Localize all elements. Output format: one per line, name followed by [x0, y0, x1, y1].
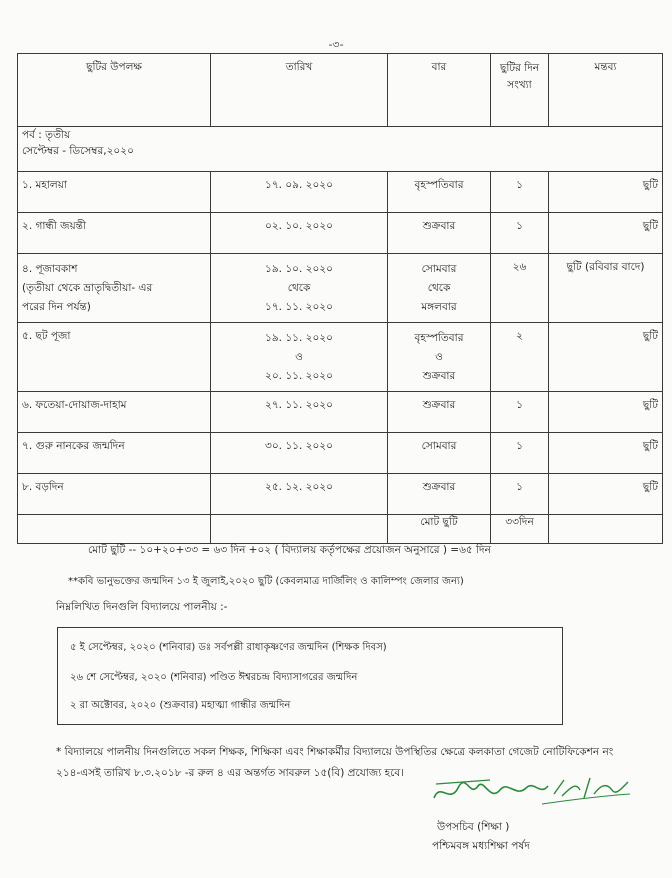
cell-remark: ছুটি: [549, 172, 663, 213]
cell-date: [211, 433, 388, 474]
cell-occasion-line: ৫. ছট পূজা: [22, 330, 71, 342]
cell-count: ২৬: [491, 254, 549, 323]
cell-day-line: বৃহস্পতিবার: [414, 179, 464, 191]
observed-day-item: ২ রা অক্টোবর, ২০২০ (শুক্রবার) মহাত্মা গান্ধীর জন্মদিন: [70, 700, 291, 711]
cell-date-line: ১৯. ১০. ২০২০: [265, 263, 333, 275]
handwritten-signature: [430, 768, 635, 813]
cell-occasion: [18, 433, 211, 474]
cell-count: ১: [491, 474, 549, 515]
cell-occasion-line: (তৃতীয়া থেকে ভ্রাতৃদ্বিতীয়া- এর: [22, 282, 153, 294]
cell-count: ১: [491, 172, 549, 213]
cell-date: [211, 474, 388, 515]
cell-date-line: ১৭. ০৯. ২০২০: [265, 179, 333, 191]
cell-date-line: ২৫. ১২. ২০২০: [265, 481, 333, 493]
page-number: -৩-: [328, 38, 344, 51]
cell-day-line: শুক্রবার: [422, 370, 456, 382]
cell-date-line: ০২. ১০. ২০২০: [265, 220, 333, 232]
cell-count: ১: [491, 213, 549, 254]
cell-day: [388, 323, 491, 392]
cell-remark: ছুটি: [549, 392, 663, 433]
cell-date: [211, 323, 388, 392]
cell-day-line: সোমবার: [421, 263, 457, 275]
cell-day-line: মঙ্গলবার: [421, 301, 457, 313]
table-row: [18, 254, 663, 323]
cell-remark: ছুটি: [549, 213, 663, 254]
cell-day: [388, 172, 491, 213]
header-day: বার: [388, 54, 491, 127]
observed-day-item: ৫ ই সেপ্টেম্বর, ২০২০ (শনিবার) ডঃ সর্বপল্লী রাধাকৃষ্ণণের জন্মদিন (শিক্ষক দিবস): [70, 642, 387, 653]
cell-remark: ছুটি: [549, 474, 663, 515]
cell-day: [388, 474, 491, 515]
cell-occasion: [18, 323, 211, 392]
cell-count: ১: [491, 392, 549, 433]
cell-occasion: [18, 172, 211, 213]
table-row: [18, 172, 663, 213]
footnote: * বিদ্যালয়ে পালনীয় দিনগুলিতে সকল শিক্ষক, শিক্ষিকা এবং শিক্ষাকর্মীর বিদ্যালয়ে উপস্থিতির ক্ষেত্রে কলকাতা গেজেট নোটিফিকেশন নং ২১৪-এসই তারিখ ৮.৩.২০১৮ -র রুল ৪ এর অন্তর্গত সাবরুল ১৫(বি) প্রযোজ্য হবে।: [56, 746, 614, 779]
cell-occasion: [18, 254, 211, 323]
total-value: ৩৩দিন: [491, 515, 549, 544]
cell-occasion-line: ৭. গুরু নানকের জন্মদিন: [22, 440, 125, 452]
total-empty: [18, 515, 211, 544]
cell-date-line: ১৯. ১১. ২০২০: [265, 332, 333, 344]
table-header-row: [18, 54, 663, 127]
cell-remark: ছুটি: [549, 433, 663, 474]
cell-day: [388, 213, 491, 254]
cell-date: [211, 172, 388, 213]
total-empty: [549, 515, 663, 544]
total-label: মোট ছুটি: [388, 515, 491, 544]
cell-occasion: [18, 474, 211, 515]
header-date: তারিখ: [211, 54, 388, 127]
table-row: [18, 323, 663, 392]
cell-date-line: থেকে: [287, 282, 311, 294]
header-count: ছুটির দিন সংখ্যা: [491, 54, 549, 127]
cell-day-line: শুক্রবার: [422, 481, 456, 493]
holiday-table: [17, 53, 663, 544]
cell-day-line: বৃহস্পতিবার: [414, 332, 464, 344]
total-summary: মোট ছুটি -- ১০+২০+৩৩ = ৬৩ দিন +০২ ( বিদ্যালয় কর্তৃপক্ষের প্রয়োজন অনুসারে ) =৬৫ দিন: [88, 544, 491, 556]
cell-day-line: শুক্রবার: [422, 399, 456, 411]
cell-date: [211, 213, 388, 254]
cell-occasion: [18, 392, 211, 433]
header-occasion: ছুটির উপলক্ষ: [18, 54, 211, 127]
cell-date-line: ১৭. ১১. ২০২০: [265, 301, 333, 313]
observed-day-item: ২৬ শে সেপ্টেম্বর, ২০২০ (শনিবার) পণ্ডিত ঈশ্বরচন্দ্র বিদ্যাসাগরের জন্মদিন: [70, 672, 358, 683]
signatory-title: উপসচিব (শিক্ষা ): [437, 821, 510, 833]
section-range: সেপ্টেম্বর - ডিসেম্বর,২০২০: [22, 145, 134, 157]
cell-occasion-line: ৪. পূজাবকাশ: [22, 263, 78, 275]
cell-date-line: ৩০. ১১. ২০২০: [265, 440, 333, 452]
cell-date-line: ২৭. ১১. ২০২০: [265, 399, 333, 411]
cell-occasion-line: ৮. বড়দিন: [22, 481, 64, 493]
cell-date: [211, 392, 388, 433]
cell-occasion-line: পরের দিন পর্যন্ত): [22, 301, 91, 313]
bhanubhakta-note: **কবি ভানুভক্তের জন্মদিন ১৩ ই জুলাই,২০২০ ছুটি (কেবলমাত্র দার্জিলিং ও কালিম্পং জেলার জন্য): [68, 576, 464, 587]
cell-day-line: সোমবার: [421, 440, 457, 452]
cell-day: [388, 392, 491, 433]
cell-date-line: ২০. ১১. ২০২০: [265, 370, 333, 382]
observed-days-intro: নিম্নলিখিত দিনগুলি বিদ্যালয়ে পালনীয় :-: [56, 601, 228, 613]
cell-remark: ছুটি (রবিবার বাদে): [549, 254, 663, 323]
cell-date-line: ও: [295, 351, 303, 363]
section-title: পর্ব : তৃতীয়: [22, 129, 71, 141]
cell-remark: ছুটি: [549, 323, 663, 392]
cell-day-line: ও: [435, 351, 443, 363]
signatory-office: পশ্চিমবঙ্গ মধ্যশিক্ষা পর্ষদ: [432, 840, 530, 852]
section-row: [18, 127, 663, 172]
table-row: [18, 213, 663, 254]
cell-day: [388, 254, 491, 323]
cell-count: ২: [491, 323, 549, 392]
cell-occasion-line: ১. মহালয়া: [22, 179, 67, 191]
cell-day-line: শুক্রবার: [422, 220, 456, 232]
table-row: [18, 474, 663, 515]
cell-occasion: [18, 213, 211, 254]
cell-day: [388, 433, 491, 474]
cell-date: [211, 254, 388, 323]
table-row: [18, 392, 663, 433]
cell-occasion-line: ৬. ফতেয়া-দোয়াজ-দাহাম: [22, 399, 127, 411]
cell-count: ১: [491, 433, 549, 474]
total-empty: [211, 515, 388, 544]
header-remark: মন্তব্য: [549, 54, 663, 127]
cell-occasion-line: ২. গান্ধী জয়ন্তী: [22, 220, 86, 232]
total-row: [18, 515, 663, 544]
cell-day-line: থেকে: [427, 282, 451, 294]
observed-days-box: [57, 627, 563, 725]
table-row: [18, 433, 663, 474]
